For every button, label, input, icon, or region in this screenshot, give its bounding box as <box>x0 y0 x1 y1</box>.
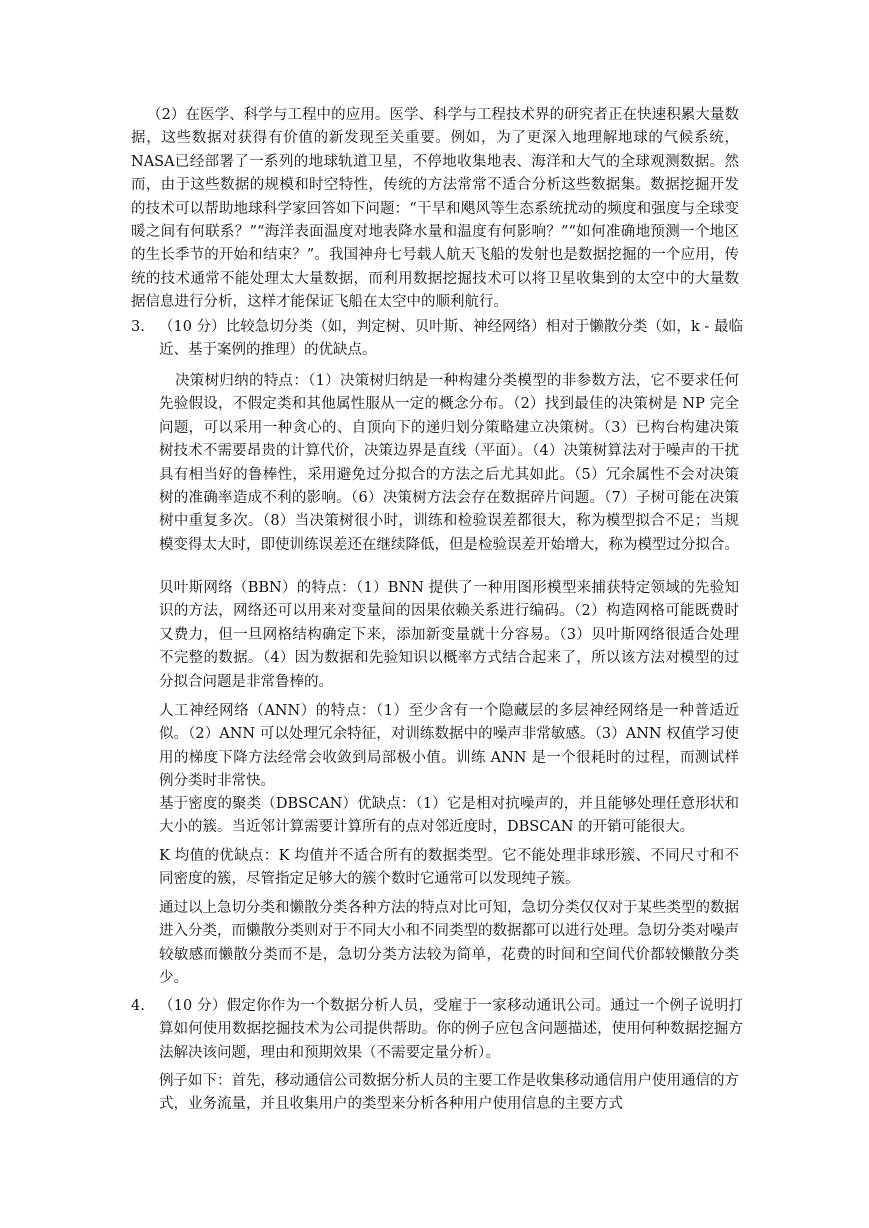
dbscan-paragraph: 基于密度的聚类（DBSCAN）优缺点：（1）它是相对抗噪声的，并且能够处理任意形状和大小的簇。当近邻计算需要计算所有的点对邻近度时，DBSCAN 的开销可能很大。 <box>159 796 739 836</box>
question-3-number: 3. <box>131 319 145 335</box>
ann-paragraph: 人工神经网络（ANN）的特点：（1）至少含有一个隐藏层的多层神经网络是一种普适近似。（2）ANN 可以处理冗余特征，对训练数据中的噪声非常敏感。（3）ANN 权值学习使用的梯度下降方法经常会收敛到局部极小值。训练 ANN 是一个很耗时的过程，而测试样例分类时非常快。 <box>159 703 739 790</box>
question-3-prompt: （10 分）比较急切分类（如，判定树、贝叶斯、神经网络）相对于懒散分类（如，k - 最临近、基于案例的推理）的优缺点。 <box>159 319 743 359</box>
question-4-prompt: （10 分）假定你作为一个数据分析人员，受雇于一家移动通讯公司。通过一个例子说明打算如何使用数据挖掘技术为公司提供帮助。你的例子应包含问题描述，使用何种数据挖掘方法解决该问题，理由和预期效果（不需要定量分析）。 <box>159 998 743 1061</box>
decision-tree-paragraph: 决策树归纳的特点：（1）决策树归纳是一种构建分类模型的非参数方法，它不要求任何先验假设，不假定类和其他属性服从一定的概念分布。（2）找到最佳的决策树是 NP 完全问题，可以采用一种贪心的、自顶向下的递归划分策略建立决策树。（3）已构台构建决策树技术不需要昂贵的计算代价，决策边界是直线（平面）。（4）决策树算法对于噪声的干扰具有相当好的鲁棒性，采用避免过分拟合的方法之后尤其如此。（5）冗余属性不会对决策树的准确率造成不利的影响。（6）决策树方法会存在数据碎片问题。（7）子树可能在决策树中重复多次。（8）当决策树很小时，训练和检验误差都很大，称为模型拟合不足；当规模变得太大时，即使训练误差还在继续降低，但是检验误差开始增大，称为模型过分拟合。 <box>159 373 739 553</box>
section2-paragraph: （2）在医学、科学与工程中的应用。医学、科学与工程技术界的研究者正在快速积累大量数据，这些数据对获得有价值的新发现至关重要。例如，为了更深入地理解地球的气候系统，NASA已经部署了一系列的地球轨道卫星，不停地收集地表、海洋和大气的全球观测数据。然而，由于这些数据的规模和时空特性，传统的方法常常不适合分析这些数据集。数据挖掘开发的技术可以帮助地球科学家回答如下问题：“干旱和飓风等生态系统扰动的频度和强度与全球变暖之间有何联系？”“海洋表面温度对地表降水量和温度有何影响？”“如何准确地预测一个地区的生长季节的开始和结束？”。我国神舟七号载人航天飞船的发射也是数据挖掘的一个应用，传统的技术通常不能处理太大量数据，而利用数据挖掘技术可以将卫星收集到的太空中的大量数据信息进行分析，这样才能保证飞船在太空中的顺利航行。 <box>131 107 739 311</box>
bbn-paragraph: 贝叶斯网络（BBN）的特点：（1）BNN 提供了一种用图形模型来捕获特定领域的先验知识的方法，网络还可以用来对变量间的因果依赖关系进行编码。（2）构造网格可能既费时又费力，但一旦网格结构确定下来，添加新变量就十分容易。（3）贝叶斯网络很适合处理不完整的数据。（4）因为数据和先验知识以概率方式结合起来了，所以该方法对模型的过分拟合问题是非常鲁棒的。 <box>159 580 739 690</box>
question-4-answer: 例子如下：首先，移动通信公司数据分析人员的主要工作是收集移动通信用户使用通信的方式，业务流量，并且收集用户的类型来分析各种用户使用信息的主要方式 <box>159 1073 739 1113</box>
question-4-number: 4. <box>131 998 145 1014</box>
conclusion-paragraph: 通过以上急切分类和懒散分类各种方法的特点对比可知，急切分类仅仅对于某些类型的数据进入分类，而懒散分类则对于不同大小和不同类型的数据都可以进行处理。急切分类对噪声较敏感而懒散分类而不是，急切分类方法较为简单，花费的时间和空间代价都较懒散分类少。 <box>159 900 739 987</box>
kmeans-paragraph: K 均值的优缺点：K 均值并不适合所有的数据类型。它不能处理非球形簇、不同尺寸和不同密度的簇，尽管指定足够大的簇个数时它通常可以发现纯子簇。 <box>159 848 739 888</box>
